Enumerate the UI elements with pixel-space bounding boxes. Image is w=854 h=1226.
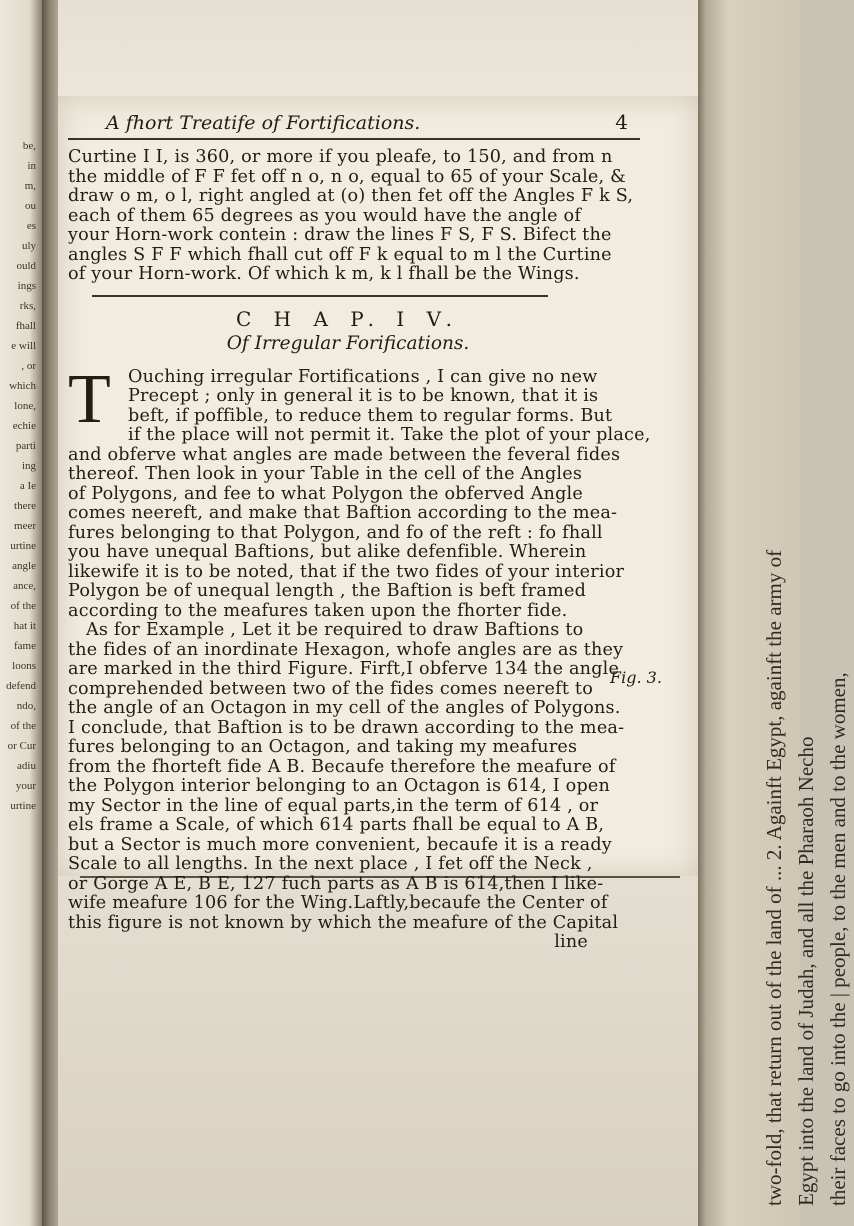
text-line: fures belonging to an Octagon, and taking my meafures (68, 737, 578, 757)
text-line: angles S F F which fhall cut off F k equal to m l the Curtine (68, 244, 612, 265)
left-page-fragment: in (27, 160, 36, 172)
text-line: are marked in the third Figure. Firft,I obferve 134 the angle (68, 659, 620, 679)
text-line: I conclude, that Baftion is to be drawn according to the mea- (68, 717, 625, 738)
left-page-fragment: fhall (15, 320, 36, 332)
left-page-fragment: meer (14, 520, 36, 532)
catchword: line (554, 932, 588, 952)
paragraph-horn-work (68, 147, 634, 285)
running-header (68, 110, 640, 140)
right-page-rotated-text (758, 0, 854, 1226)
left-page-fragment: ance, (13, 580, 36, 592)
text-line: wife meafure 106 for the Wing.Laftly,becaufe the Center of (68, 893, 608, 913)
left-page-fragment: which (9, 380, 36, 392)
right-page-edge (698, 0, 850, 1226)
paragraph-irregular (68, 360, 651, 622)
text-line: els frame a Scale, of which 614 parts fhall be equal to A B, (68, 815, 605, 835)
left-page-fragment: there (14, 500, 36, 512)
right-page-line: Egypt into the land of Judah, and all the Pharaoh Necho (794, 736, 818, 1206)
text-line: thereof. Then look in your Table in the cell of the Angles (68, 464, 583, 484)
text-line: As for Example , Let it be required to draw Baftions to (86, 620, 584, 640)
left-page-fragment: es (26, 220, 36, 232)
left-page-fragment: ould (16, 260, 36, 272)
text-line: your Horn-work contein : draw the lines F S, F S. Bifect the (68, 225, 612, 245)
left-page-fragment: or Cur (7, 740, 36, 752)
section-divider (92, 295, 548, 297)
text-line: Ouching irregular Fortifications , I can give no new (128, 366, 598, 387)
text-line: fures belonging to that Polygon, and fo of the reft : fo fhall (68, 522, 603, 543)
text-line: the fides of an inordinate Hexagon, whofe angles are as they (68, 639, 624, 660)
left-page-fragment: urtine (10, 540, 36, 552)
left-page-fragment: ing (21, 460, 36, 472)
drop-cap: T (68, 360, 111, 438)
left-page-fragment: , or (21, 360, 36, 372)
text-line: Curtine I I, is 360, or more if you pleafe, to 150, and from n (68, 147, 613, 167)
text-line: my Sector in the line of equal parts,in the term of 614 , or (68, 795, 599, 816)
text-line: but a Sector is much more convenient, becaufe it is a ready (68, 834, 612, 855)
left-page-fragment: ou (25, 200, 36, 212)
right-page-line: their faces to go into the | people, to the men and to the women, (826, 672, 850, 1206)
left-page-fragment: lone, (14, 400, 36, 412)
text-line: the Polygon interior belonging to an Octagon is 614, I open (68, 776, 611, 796)
left-page-fragment: of the (10, 600, 36, 612)
left-page-fragment: ndo, (16, 700, 36, 712)
left-page-fragment: parti (15, 440, 36, 452)
right-page-line: two-fold, that return out of the land of ... 2. Againft Egypt, againft the army of (762, 549, 786, 1206)
text-line: Polygon be of unequal length , the Baftion is beft framed (68, 581, 587, 601)
left-page-fragment: hat it (13, 620, 36, 632)
text-line: each of them 65 degrees as you would have the angle of (68, 205, 582, 226)
text-line: comes neereft, and make that Baftion according to the mea- (68, 503, 618, 523)
left-page-fragment: urtine (10, 800, 36, 812)
left-page-fragment: be, (22, 140, 36, 152)
text-line: Precept ; only in general it is to be known, that it is (128, 386, 599, 406)
text-line: if the place will not permit it. Take the plot of your place, (128, 425, 651, 445)
text-line: the angle of an Octagon in my cell of the angles of Polygons. (68, 698, 621, 718)
text-line: draw o m, o l, right angled at (o) then fet off the Angles F k S, (68, 186, 634, 206)
running-title: A fhort Treatife of Fortifications. (106, 112, 421, 134)
left-page-fragment: uly (21, 240, 36, 252)
text-line: you have unequal Baftions, but alike defenfible. Wherein (68, 542, 587, 562)
text-line: comprehended between two of the fides comes neereft to (68, 678, 593, 699)
text-line: or Gorge A E, B E, 127 fuch parts as A B is 614,then I like- (68, 873, 604, 894)
left-page-fragment: ings (17, 280, 36, 292)
figure-margin-note: Fig. 3. (610, 668, 662, 687)
text-line: Scale to all lengths. In the next place , I fet off the Neck , (68, 854, 593, 874)
text-line: according to the meafures taken upon the fhorter fide. (68, 600, 568, 621)
left-page-fragment: fame (14, 640, 36, 652)
text-line: of your Horn-work. Of which k m, k l fhall be the Wings. (68, 264, 580, 284)
left-page-fragment: echie (12, 420, 36, 432)
text-line: beft, if poffible, to reduce them to regular forms. But (128, 405, 613, 426)
left-page-fragment: adiu (17, 760, 36, 772)
text-line: the middle of F F fet off n o, n o, equal to 65 of your Scale, & (68, 166, 626, 187)
left-page-fragment: m, (24, 180, 36, 192)
text-line: and obferve what angles are made between the feveral fides (68, 444, 621, 465)
text-line: of Polygons, and fee to what Polygon the obferved Angle (68, 483, 583, 504)
left-page-fragment: loons (12, 660, 36, 672)
page-top-margin (58, 0, 698, 96)
text-line: from the fhorteft fide A B. Becaufe therefore the meafure of (68, 756, 616, 777)
left-page-edge (0, 0, 42, 1226)
left-page-fragment: your (15, 780, 36, 792)
chapter-subtitle: Of Irregular Forifications. (226, 332, 470, 354)
left-page-fragment: angle (12, 560, 36, 572)
text-line: likewife it is to be noted, that if the two fides of your interior (68, 561, 625, 582)
chapter-heading: C H A P. I V. (236, 306, 460, 331)
left-page-fragment: e will (11, 340, 36, 352)
paragraph-example (68, 621, 628, 953)
text-line: this figure is not known by which the meafure of the Capital (68, 912, 619, 933)
page-number: 4 (615, 110, 628, 134)
left-page-fragment: defend (6, 680, 36, 692)
left-page-fragment: of the (10, 720, 36, 732)
left-page-fragment: a Ie (19, 480, 36, 492)
left-page-fragment: rks, (19, 300, 36, 312)
